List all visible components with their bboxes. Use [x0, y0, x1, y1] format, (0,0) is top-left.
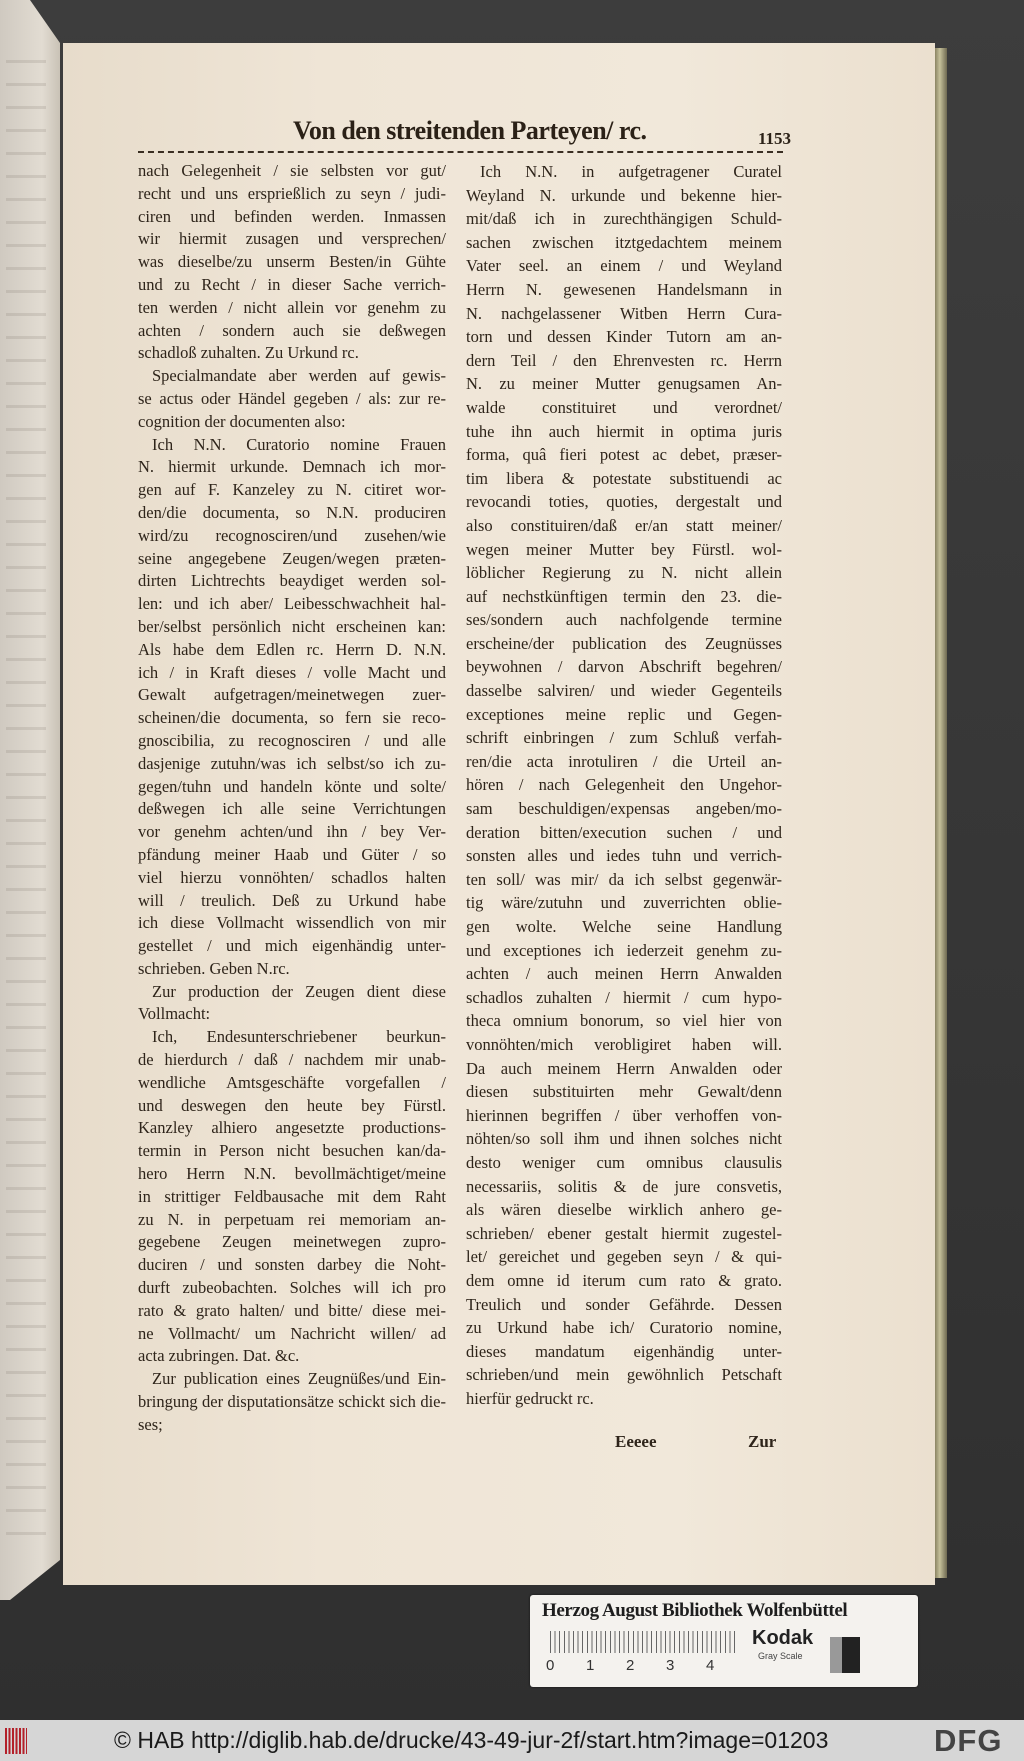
text-line: se actus oder Händel gegeben / als: zur re- [138, 388, 446, 408]
text-line: Da auch meinem Herrn Anwalden oder [466, 1058, 782, 1078]
left-text-column [138, 160, 446, 1437]
text-line: ses; [138, 1414, 163, 1434]
text-line: ich diese Vollmacht wissendlich von mir [138, 913, 446, 933]
text-line: als wären dieselbe wirklich anhero ge- [466, 1200, 782, 1220]
text-line: torn und dessen Kinder Tutorn am an- [466, 327, 782, 347]
text-line: deßwegen ich alle seine Verrichtungen [138, 799, 446, 819]
text-line: ne Vollmacht/ um Nachricht willen/ ad [138, 1323, 446, 1343]
text-line: Specialmandate aber werden auf gewis- [152, 366, 446, 386]
text-line: achten / sondern auch sie deßwegen [138, 320, 446, 340]
page-edge [935, 48, 947, 1578]
previous-page-edge [0, 0, 60, 1600]
ruler-number: 1 [586, 1657, 595, 1674]
text-line: rato & grato halten/ und bitte/ diese mei- [138, 1300, 446, 1320]
text-line: nöhten/so soll ihm und ihnen solches nicht [466, 1129, 782, 1149]
text-line: dem omne id iterum cum rato & grato. [466, 1270, 782, 1290]
text-line: N. nachgelassener Witben Herrn Cura- [466, 303, 782, 323]
text-line: sonsten alles und iedes tuhn und verrich- [466, 846, 782, 866]
text-line: tuhe ihn auch hiermit in optima juris [466, 421, 782, 441]
text-line: seine angegebene Zeugen/wegen præten- [138, 548, 446, 568]
text-line: sam beschuldigen/expensas angeben/mo- [466, 799, 782, 819]
text-line: scheinen/die documenta, so fern sie reco- [138, 708, 446, 728]
text-line: gestellet / und mich eigenhändig unter- [138, 936, 446, 956]
text-line: schrieben. Geben N.rc. [138, 958, 290, 978]
text-line: ciren und befinden werden. Inmassen [138, 206, 446, 226]
text-line: Weyland N. urkunde und bekenne hier- [466, 185, 782, 205]
text-line: Kanzley alhiero angesetzte productions- [138, 1118, 446, 1138]
text-line: wendliche Amtsgeschäfte vorgefallen / [138, 1072, 446, 1092]
text-line: ses/sondern auch nachfolgende termine [466, 610, 782, 630]
text-line: Herrn N. gewesenen Handelsmann in [466, 279, 782, 299]
signature-mark: Eeeee [615, 1432, 657, 1451]
text-line: Ich, Endesunterschriebener beurkun- [152, 1027, 446, 1047]
text-line: desto weniger cum omnibus clausulis [466, 1152, 782, 1172]
text-line: ten soll/ was mir/ da ich selbst gegenwär- [466, 869, 782, 889]
text-line: tim libera & potestate substituendi ac [466, 468, 782, 488]
text-line: dirten Lichtrechts beaydiget werden sol- [138, 571, 446, 591]
text-line: was dieselbe/zu unserm Besten/in Gühte [138, 252, 446, 272]
text-line: achten / auch meinen Herrn Anwalden [466, 964, 782, 984]
text-line: hero Herrn N.N. bevollmächtiget/meine [138, 1164, 446, 1184]
page-number: 1153 [758, 129, 792, 148]
text-line: und exceptiones ich iederzeit genehm zu- [466, 940, 782, 960]
ruler-number: 0 [546, 1657, 555, 1674]
text-line: Treulich und sonder Gefährde. Dessen [466, 1294, 782, 1314]
catchword: Zur [748, 1432, 777, 1451]
text-line: Als habe dem Edlen rc. Herrn D. N.N. [138, 639, 446, 659]
text-line: ich / in Kraft dieses / volle Macht und [138, 662, 446, 682]
text-line: gen auf F. Kanzeley zu N. citiret wor- [138, 480, 446, 500]
text-line: forma, quâ fieri potest ac debet, præser- [466, 445, 782, 465]
text-line: N. hiermit urkunde. Demnach ich mor- [138, 457, 446, 477]
text-line: gnoscibilia, zu recognosciren / und alle [138, 730, 446, 750]
text-line: ten werden / nicht allein vor genehm zu [138, 297, 446, 317]
hab-logo-icon [5, 1728, 27, 1754]
text-line: hierinnen begriffen / über verhoffen von- [466, 1105, 782, 1125]
text-line: schrift einbringen / zum Schluß verfah- [466, 728, 782, 748]
text-line: auf nechstkünftigen termin den 23. die- [466, 586, 782, 606]
text-line: necessariis, solitis & de jure consvetis, [466, 1176, 782, 1196]
text-line: walde constituiret und verordnet/ [466, 397, 782, 417]
text-line: beywohnen / darvon Abschrift begehren/ [466, 657, 782, 677]
text-line: zu N. in perpetuam rei memoriam an- [138, 1209, 446, 1229]
text-line: tig wäre/zutuhn und zuverrichten oblie- [466, 893, 782, 913]
running-header: Von den streitenden Parteyen/ rc. [293, 116, 647, 145]
text-line: vonnöhten/mich verobligiret haben will. [466, 1034, 782, 1054]
text-line: dasjenige zutuhn/was ich selbst/so ich zu- [138, 753, 446, 773]
text-line: bringung der disputationsätze schickt sich die- [138, 1392, 446, 1412]
text-line: gegebene Zeugen meinetwegen zupro- [138, 1232, 446, 1252]
text-line: vor genehm achten/und ihn / bey Ver- [138, 822, 446, 842]
copyright-link[interactable]: © HAB http://diglib.hab.de/drucke/43-49-jur-2f/start.htm?image=01203 [114, 1727, 829, 1753]
ruler-number: 3 [666, 1657, 675, 1674]
text-line: hören / nach Gelegenheit den Ungehor- [466, 775, 782, 795]
text-line: ren/die acta inrotuliren / die Urteil an- [466, 751, 782, 771]
ruler-numbers [546, 1657, 746, 1674]
text-line: ber/selbst persönlich nicht erscheinen kan: [138, 616, 446, 636]
text-line: let/ gereichet und gegeben seyn / & qui- [466, 1247, 782, 1267]
text-line: N. zu meiner Mutter genugsamen An- [466, 374, 782, 394]
text-line: Gewalt aufgetragen/meinetwegen zuer- [138, 685, 446, 705]
text-line: gen wolte. Welche seine Handlung [466, 917, 782, 936]
right-text-column [466, 160, 782, 1410]
text-line: Ich N.N. Curatorio nomine Frauen [152, 434, 446, 454]
ruler-scale [550, 1631, 735, 1653]
text-line: dern Teil / den Ehrenvesten rc. Herrn [466, 350, 782, 370]
dfg-logo: DFG [934, 1723, 1003, 1758]
text-line: mit/daß ich in zurechthängigen Schuld- [466, 209, 782, 229]
text-line: Zur production der Zeugen dient diese [152, 981, 446, 1001]
text-line: viel hierzu vonnöhten/ schadlos halten [138, 867, 446, 887]
text-line: und zu Recht / in dieser Sache verrich- [138, 274, 446, 294]
footer-bar [0, 1720, 1024, 1761]
text-line: dieses mandatum eigenhändig unter- [466, 1341, 782, 1361]
text-line: zu Urkund habe ich/ Curatorio nomine, [466, 1318, 782, 1338]
text-line: Zur publication eines Zeugnüßes/und Ein- [152, 1369, 446, 1389]
text-line: de hierdurch / daß / nachdem mir unab- [138, 1050, 446, 1070]
ruler-number: 2 [626, 1657, 635, 1674]
text-line: löblicher Regierung zu N. nicht allein [466, 563, 782, 583]
text-line: diesen substituirten mehr Gewalt/denn [466, 1082, 782, 1102]
text-line: revocandi toties, quoties, dergestalt und [466, 492, 782, 512]
text-line: hierfür gedruckt rc. [466, 1388, 594, 1408]
text-line: deration bitten/execution suchen / und [466, 822, 782, 842]
text-line: Vater seel. an einem / und Weyland [466, 256, 782, 276]
text-line: recht und uns ersprießlich zu seyn / judi- [138, 183, 446, 203]
text-line: acta zubringen. Dat. &c. [138, 1346, 300, 1366]
text-line: wegen meiner Mutter bey Fürstl. wol- [466, 539, 782, 559]
text-line: wird/zu recognosciren/und zusehen/wie [138, 525, 446, 545]
text-line: gegen/tuhn und handeln könte und solte/ [138, 776, 446, 796]
library-color-scale-label [530, 1595, 918, 1687]
text-line: will / treulich. Deß zu Urkund habe [138, 890, 446, 910]
header-rule [138, 151, 783, 153]
text-line: theca omnium bonorum, so viel hier von [466, 1011, 782, 1031]
ruler-number: 4 [706, 1657, 715, 1674]
text-line: termin in Person nicht besuchen kan/da- [138, 1141, 446, 1161]
text-line: pfändung meiner Haab und Güter / so [138, 844, 446, 864]
text-line: durft zubeobachten. Solches will ich pro [138, 1278, 446, 1298]
text-line: len: und ich aber/ Leibesschwachheit hal- [138, 594, 446, 614]
text-line: schrieben/ ebener gestalt hiermit zugestel- [466, 1223, 782, 1243]
text-line: und deswegen den heute bey Fürstl. [138, 1095, 446, 1115]
text-line: schadloß zuhalten. Zu Urkund rc. [138, 343, 359, 363]
gray-scale-patch [830, 1637, 860, 1673]
text-line: dasselbe salviren/ und wieder Gegenteils [466, 681, 782, 701]
library-name: Herzog August Bibliothek Wolfenbüttel [542, 1600, 848, 1621]
text-line: nach Gelegenheit / sie selbsten vor gut/ [138, 161, 446, 180]
text-line: cognition der documenten also: [138, 411, 346, 431]
text-line: schrieben/und mein gewöhnlich Petschaft [466, 1365, 782, 1385]
text-line: erscheine/der publication des Zeugnüsses [466, 633, 782, 653]
text-line: also constituiren/daß er/an statt meiner/ [466, 515, 782, 535]
text-line: den/die documenta, so N.N. produciren [138, 502, 446, 522]
text-line: schadlos zuhalten / hiermit / cum hypo- [466, 987, 782, 1007]
text-line: Vollmacht: [138, 1004, 211, 1024]
text-line: Ich N.N. in aufgetragener Curatel [480, 162, 782, 181]
gray-scale-caption: Gray Scale [758, 1651, 803, 1661]
text-line: exceptiones meine replic und Gegen- [466, 704, 782, 724]
text-line: duciren / und sonsten darbey die Noht- [138, 1255, 446, 1275]
kodak-brand: Kodak [752, 1627, 814, 1649]
text-line: wir hiermit zusagen und versprechen/ [138, 229, 446, 249]
text-line: in strittiger Feldbausache mit dem Raht [138, 1186, 446, 1206]
text-line: sachen zwischen itztgedachtem meinem [466, 232, 782, 252]
